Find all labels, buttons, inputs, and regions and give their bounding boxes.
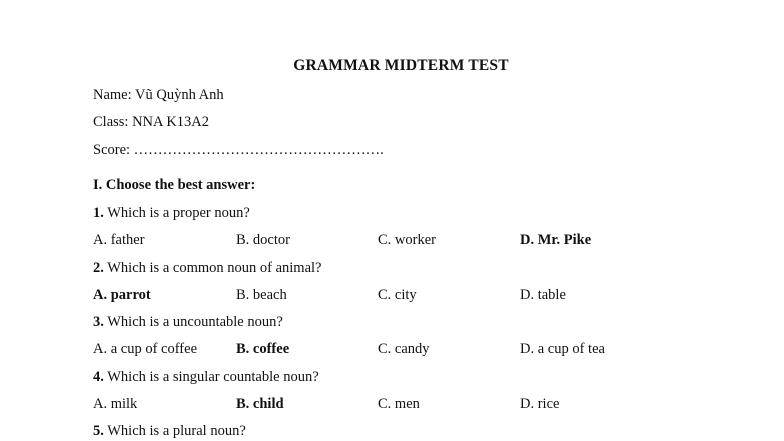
option-a: A. a cup of coffee [93,341,197,357]
option-a: A. father [93,232,145,248]
score-label: Score: [93,142,131,158]
option-d: D. a cup of tea [520,341,605,357]
option-a: A. parrot [93,287,151,303]
class-value: NNA K13A2 [132,114,210,130]
name-line [93,87,224,104]
option-b: B. beach [236,287,287,303]
question-text: Which is a proper noun? [107,205,250,221]
question-text: Which is a singular countable noun? [107,369,319,385]
option-d: D. table [520,287,566,303]
option-b: B. doctor [236,232,290,248]
question-3 [93,314,283,331]
question-1 [93,205,250,222]
question-number: 5. [93,423,104,439]
option-b: B. coffee [236,341,290,357]
question-4 [93,369,319,386]
question-text: Which is a plural noun? [107,423,246,439]
question-2 [93,260,321,277]
option-c: C. worker [378,232,436,248]
score-blank: ……………………………………………. [133,142,384,158]
question-number: 1. [93,205,104,221]
option-c: C. men [378,396,420,412]
option-c: C. city [378,287,417,303]
class-label: Class: [93,114,129,130]
question-number: 3. [93,314,104,330]
score-line [93,142,384,159]
option-d: D. Mr. Pike [520,232,592,248]
question-text: Which is a uncountable noun? [107,314,283,330]
option-a: A. milk [93,396,138,412]
question-5 [93,423,246,440]
option-b: B. child [236,396,284,412]
name-value: Vũ Quỳnh Anh [135,87,224,103]
question-number: 4. [93,369,104,385]
question-number: 2. [93,260,104,276]
option-c: C. candy [378,341,430,357]
section-heading: I. Choose the best answer: [93,177,256,193]
name-label: Name: [93,87,132,103]
test-title: GRAMMAR MIDTERM TEST [293,57,509,74]
question-text: Which is a common noun of animal? [107,260,322,276]
option-d: D. rice [520,396,560,412]
class-line [93,114,209,131]
